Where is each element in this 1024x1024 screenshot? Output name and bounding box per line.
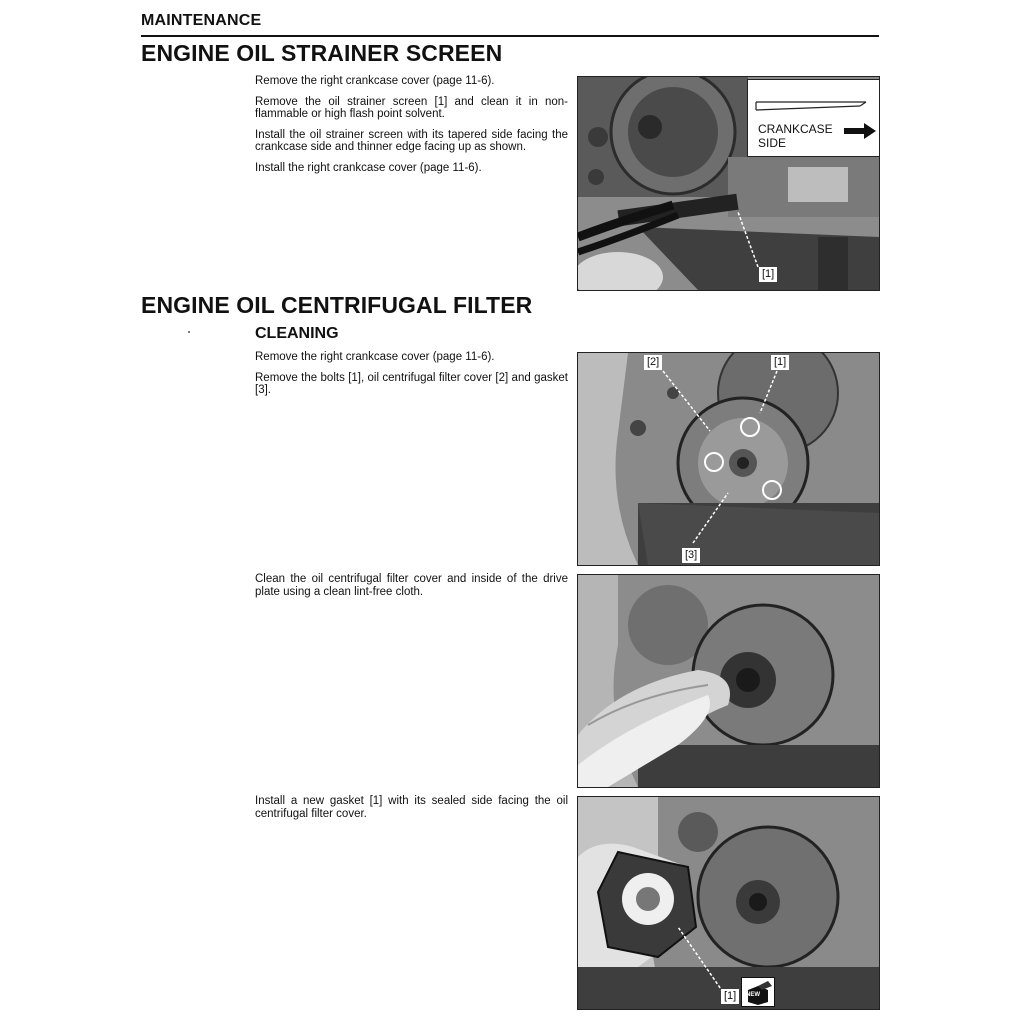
strainer-title: ENGINE OIL STRAINER SCREEN — [141, 40, 503, 66]
centrifugal-step-c-block — [255, 795, 568, 828]
filter-cover-photo — [577, 352, 880, 566]
strainer-steps — [255, 75, 568, 183]
filter-callout-3: [3] — [682, 548, 700, 563]
filter-callout-2: [2] — [644, 355, 662, 370]
centrifugal-step-b: Clean the oil centrifugal filter cover and inside of the drive plate using a clean lint-free cloth. — [255, 573, 568, 598]
gasket-illustration — [578, 797, 879, 1009]
cleaning-subtitle: CLEANING — [255, 325, 339, 342]
section-header: MAINTENANCE — [141, 12, 262, 29]
cleaning-photo — [577, 574, 880, 788]
stray-mark — [188, 331, 190, 333]
new-badge-label: NEW — [746, 992, 760, 998]
gasket-callout-1: [1] — [721, 989, 739, 1004]
centrifugal-step-2: Remove the bolts [1], oil centrifugal filter cover [2] and gasket [3]. — [255, 371, 568, 397]
centrifugal-title: ENGINE OIL CENTRIFUGAL FILTER — [141, 292, 533, 318]
arrow-right-icon — [844, 123, 880, 199]
filter-callout-1: [1] — [771, 355, 789, 370]
cleaning-illustration — [578, 575, 879, 787]
header-rule — [141, 35, 879, 37]
strainer-photo — [577, 76, 880, 291]
strainer-step-1: Remove the right crankcase cover (page 11-6). — [255, 75, 495, 87]
strainer-step-4: Install the right crankcase cover (page 11-6). — [255, 161, 482, 174]
filter-cover-illustration — [578, 353, 879, 565]
centrifugal-step-1: Remove the right crankcase cover (page 11-6). — [255, 351, 495, 363]
crankcase-side-inset — [747, 79, 880, 157]
centrifugal-step-c: Install a new gasket [1] with its sealed side facing the oil centrifugal filter cover. — [255, 795, 568, 820]
strainer-step-2: Remove the oil strainer screen [1] and clean it in non-flammable or high flash point solvent. — [255, 95, 568, 121]
new-part-icon — [741, 977, 775, 1007]
strainer-step-3: Install the oil strainer screen with its tapered side facing the crankcase side and thinner edge facing up as shown. — [255, 128, 568, 154]
crankcase-side-label: CRANKCASE SIDE — [758, 122, 833, 150]
centrifugal-steps-a — [255, 351, 568, 405]
centrifugal-step-b-block — [255, 573, 568, 606]
strainer-callout-1: [1] — [759, 267, 777, 282]
gasket-photo — [577, 796, 880, 1010]
